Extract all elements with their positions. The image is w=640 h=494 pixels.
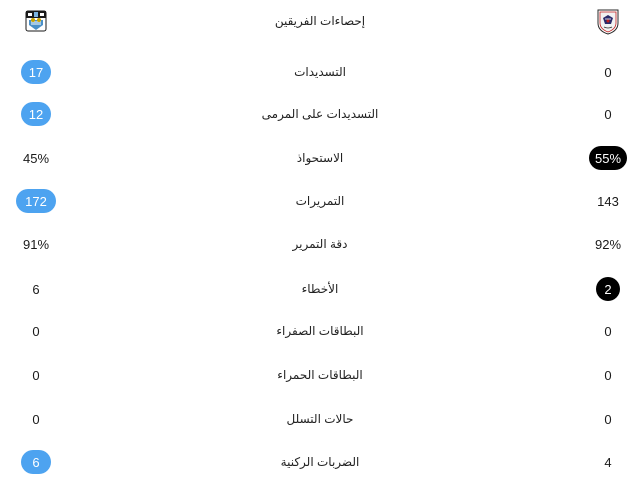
away-value-cell	[576, 316, 640, 346]
stat-row	[0, 274, 640, 304]
home-stat-value: 0	[32, 323, 40, 339]
home-stat-value: 17	[21, 60, 51, 84]
away-stat-value: 4	[604, 454, 612, 470]
stat-label: حالات التسلل	[286, 412, 354, 426]
stat-row	[0, 404, 640, 434]
home-stat-value: 0	[32, 411, 40, 427]
home-value-cell	[0, 143, 72, 173]
home-stat-value: 45%	[22, 150, 50, 166]
away-stat-value: 0	[604, 106, 612, 122]
home-value-cell	[0, 274, 72, 304]
stat-row	[0, 316, 640, 346]
qarabag-crest-icon	[595, 7, 621, 35]
away-stat-value: 0	[604, 64, 612, 80]
away-stat-value: 0	[604, 323, 612, 339]
stat-label: دقة التمرير	[292, 237, 348, 251]
away-stat-value: 0	[604, 367, 612, 383]
home-stat-value: 6	[21, 450, 51, 474]
stat-row	[0, 99, 640, 129]
away-value-cell	[576, 447, 640, 477]
home-value-cell	[0, 229, 72, 259]
away-value-cell	[576, 186, 640, 216]
stats-title: إحصاءات الفريقين	[274, 14, 366, 28]
away-value-cell	[576, 229, 640, 259]
home-value-cell	[0, 404, 72, 434]
stat-row	[0, 143, 640, 173]
home-stat-value: 91%	[22, 236, 50, 252]
home-value-cell	[0, 186, 72, 216]
home-stat-value: 12	[21, 102, 51, 126]
newcastle-crest-icon	[23, 8, 49, 34]
away-value-cell	[576, 57, 640, 87]
away-value-cell	[576, 143, 640, 173]
stat-row	[0, 360, 640, 390]
stat-row	[0, 57, 640, 87]
stat-row	[0, 447, 640, 477]
home-stat-value: 6	[32, 281, 40, 297]
away-value-cell	[576, 274, 640, 304]
stat-row	[0, 186, 640, 216]
home-stat-value: 172	[16, 189, 56, 213]
away-value-cell	[576, 404, 640, 434]
home-value-cell	[0, 447, 72, 477]
stat-label: التسديدات على المرمى	[261, 107, 379, 121]
stat-label: البطاقات الحمراء	[277, 368, 363, 382]
stat-row	[0, 229, 640, 259]
home-value-cell	[0, 316, 72, 346]
away-stat-value: 92%	[594, 236, 622, 252]
away-stat-value: 2	[596, 277, 620, 301]
home-team-cell	[0, 6, 72, 36]
home-value-cell	[0, 360, 72, 390]
home-value-cell	[0, 99, 72, 129]
away-stat-value: 143	[597, 193, 619, 209]
stat-label: التمريرات	[295, 194, 345, 208]
stat-label: الاستحواذ	[296, 151, 344, 165]
away-value-cell	[576, 99, 640, 129]
stat-label: البطاقات الصفراء	[276, 324, 364, 338]
away-team-cell	[576, 6, 640, 36]
home-stat-value: 0	[32, 367, 40, 383]
away-stat-value: 55%	[589, 146, 627, 170]
stat-label: الضربات الركنية	[280, 455, 360, 469]
away-stat-value: 0	[604, 411, 612, 427]
stat-label: التسديدات	[294, 65, 346, 79]
stat-label: الأخطاء	[301, 282, 339, 296]
away-value-cell	[576, 360, 640, 390]
stats-header-row	[0, 6, 640, 36]
home-value-cell	[0, 57, 72, 87]
